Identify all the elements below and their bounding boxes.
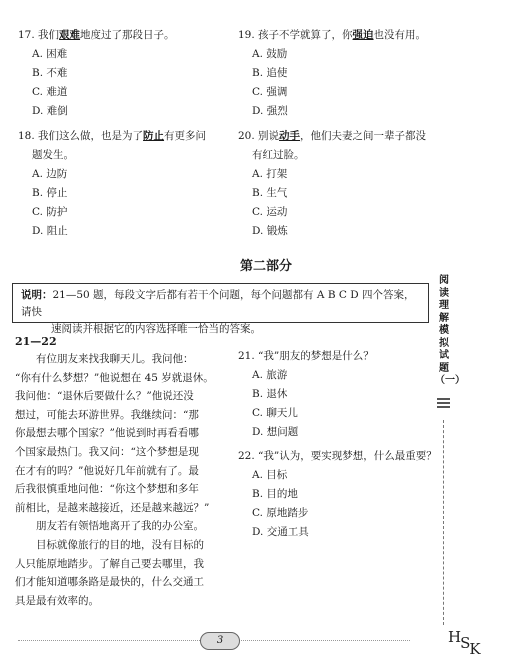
passage-line: 后我很慎重地问他：“你这个梦想和多年 [15,483,199,496]
passage-line: 人只能原地踏步。了解自己要去哪里，我 [15,557,204,570]
option-a: A. 边防 [32,168,68,180]
instruction-label: 说明： [21,289,53,301]
passage-line: 们才能知道哪条路是最快的，什么交通工 [15,576,204,589]
group-label: 21—22 [15,335,57,348]
logo-letter: H [448,628,461,646]
side-tab-bars [437,398,450,410]
keyword: 艰难 [59,29,81,41]
logo-letter: S [460,634,470,652]
option-d: D. 难倒 [32,105,68,117]
option-a: A. 困难 [32,48,68,60]
option-a: A. 目标 [252,469,288,481]
question-stem: 22. “我”认为，要实现梦想，什么最重要？ [238,450,437,462]
option-b: B. 不难 [32,67,68,79]
stem-text: 有更多问 [164,130,207,142]
option-c: C. 运动 [252,206,288,218]
option-d: D. 强烈 [252,105,288,117]
passage-line: 在才有的吗？”他说好几年前就有了。最 [15,464,199,477]
page-number: 3 [200,632,240,650]
stem-text: 也没有用。 [373,29,427,41]
question-21 [238,347,374,442]
passage-line: 我问他：“退休后要做什么？”他说还没 [15,390,194,403]
instruction-line-1 [21,287,420,321]
side-tab-label: 阅读理解模拟试题（一） [435,275,465,386]
stem-text: ，他们夫妻之间一辈子都没 [300,130,427,142]
passage-line: 前相比，是越来越接近，还是越来越远？” [15,501,210,514]
option-c: C. 难道 [32,86,68,98]
passage-line: 个国家最热门。我又问：“这个梦想是现 [15,445,199,458]
question-22 [238,447,437,542]
option-b: B. 退休 [252,388,288,400]
passage-line: 想过，可能去环游世界。我继续问：“那 [15,408,199,421]
option-b: B. 目的地 [252,488,298,500]
keyword: 防止 [143,130,165,142]
option-b: B. 停止 [32,187,68,199]
question-stem: 21. “我”朋友的梦想是什么？ [238,350,374,362]
stem-text: 19. 孩子不学就算了，你 [238,29,353,41]
passage-line: 具是最有效率的。 [15,594,99,607]
question-17 [18,26,175,121]
option-b: B. 生气 [252,187,288,199]
reading-passage [15,350,215,610]
question-stem [238,127,426,146]
option-a: A. 鼓励 [252,48,288,60]
stem-line-2: 题发生。 [32,149,74,161]
side-dashed-line [443,420,444,625]
instruction-box [12,283,429,335]
instruction-text: 21—50 题，每段文字后都有若干个问题，每个问题都有 A B C D 四个答案，请快 [21,289,415,318]
option-d: D. 阻止 [32,225,68,237]
option-c: C. 聊天儿 [252,407,298,419]
stem-text: 18. 我们这么做，也是为了 [18,130,144,142]
keyword: 动手 [279,130,301,142]
option-d: D. 交通工具 [252,526,309,538]
question-stem [238,26,426,45]
instruction-line-2: 速阅读并根据它的内容选择唯一恰当的答案。 [51,323,261,335]
passage-line: 你最想去哪个国家？”他说到时再看看哪 [15,427,199,440]
question-18 [18,127,206,241]
question-19 [238,26,426,121]
logo-letter: K [469,640,480,658]
passage-line: 有位朋友来找我聊天儿。我问他： [15,353,194,365]
option-a: A. 旅游 [252,369,288,381]
question-stem [18,127,206,146]
option-b: B. 追使 [252,67,288,79]
keyword: 强迫 [352,29,374,41]
passage-line: 目标就像旅行的目的地，没有目标的 [15,538,204,551]
option-d: D. 锻炼 [252,225,288,237]
stem-line-2: 有红过脸。 [252,149,305,161]
hsk-logo [448,628,480,658]
passage-line: “你有什么梦想？”他说想在 45 岁就退休。 [15,371,214,384]
stem-text: 20. 别说 [238,130,280,142]
option-c: C. 强调 [252,86,288,98]
option-a: A. 打架 [252,168,288,180]
option-d: D. 想问题 [252,426,299,438]
stem-text: 17. 我们 [18,29,60,41]
option-c: C. 防护 [32,206,68,218]
section-title: 第二部分 [239,259,292,274]
option-c: C. 原地踏步 [252,507,309,519]
stem-text: 地度过了那段日子。 [80,29,175,41]
question-20 [238,127,426,241]
question-stem [18,26,175,45]
passage-line: 朋友若有领悟地离开了我的办公室。 [15,520,204,533]
